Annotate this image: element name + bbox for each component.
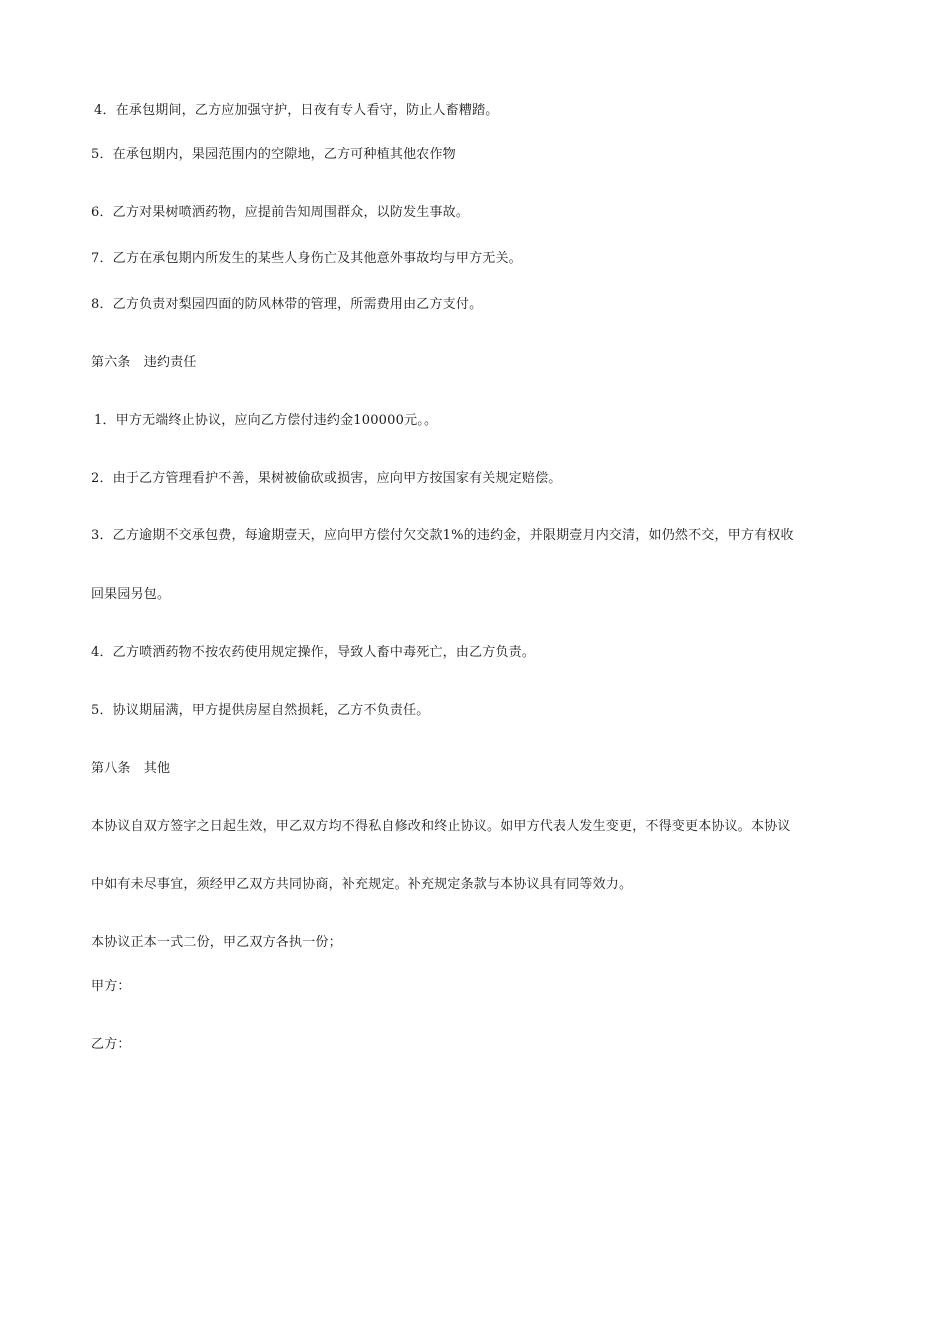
clause-6-item-2: 2．由于乙方管理看护不善，果树被偷砍或损害，应向甲方按国家有关规定赔偿。 — [91, 471, 562, 486]
article-8-paragraph-line-1: 本协议自双方签字之日起生效，甲乙双方均不得私自修改和终止协议。如甲方代表人发生变更，不得变更本协议。本协议 — [91, 819, 791, 834]
article-6-heading: 第六条 违约责任 — [91, 355, 197, 370]
clause-5-item-4: 4．在承包期间，乙方应加强守护，日夜有专人看守，防止人畜糟踏。 — [94, 103, 499, 118]
clause-5-item-7: 7．乙方在承包期内所发生的某些人身伤亡及其他意外事故均与甲方无关。 — [91, 251, 522, 266]
clause-5-item-6: 6．乙方对果树喷洒药物，应提前告知周围群众，以防发生事故。 — [91, 205, 470, 220]
clause-5-item-8: 8．乙方负责对梨园四面的防风林带的管理，所需费用由乙方支付。 — [91, 297, 483, 312]
copies-statement: 本协议正本一式二份，甲乙双方各执一份； — [91, 935, 342, 950]
article-8-paragraph-line-2: 中如有未尽事宜，须经甲乙双方共同协商，补充规定。补充规定条款与本协议具有同等效力。 — [91, 877, 633, 892]
clause-6-item-3-continued: 回果园另包。 — [91, 587, 171, 602]
article-8-heading: 第八条 其他 — [91, 761, 171, 776]
clause-6-item-4: 4．乙方喷洒药物不按农药使用规定操作，导致人畜中毒死亡，由乙方负责。 — [91, 645, 536, 660]
clause-6-item-3: 3．乙方逾期不交承包费，每逾期壹天，应向甲方偿付欠交款1%的违约金，并限期壹月内交清，如仍然不交，甲方有权收 — [91, 528, 794, 543]
clause-6-item-1: 1．甲方无端终止协议，应向乙方偿付违约金100000元。。 — [94, 413, 438, 428]
party-b-signature-label: 乙方： — [91, 1037, 131, 1052]
party-a-signature-label: 甲方： — [91, 979, 131, 994]
clause-6-item-5: 5．协议期届满，甲方提供房屋自然损耗，乙方不负责任。 — [91, 703, 430, 718]
clause-5-item-5: 5．在承包期内，果园范围内的空隙地，乙方可种植其他农作物 — [91, 147, 456, 162]
